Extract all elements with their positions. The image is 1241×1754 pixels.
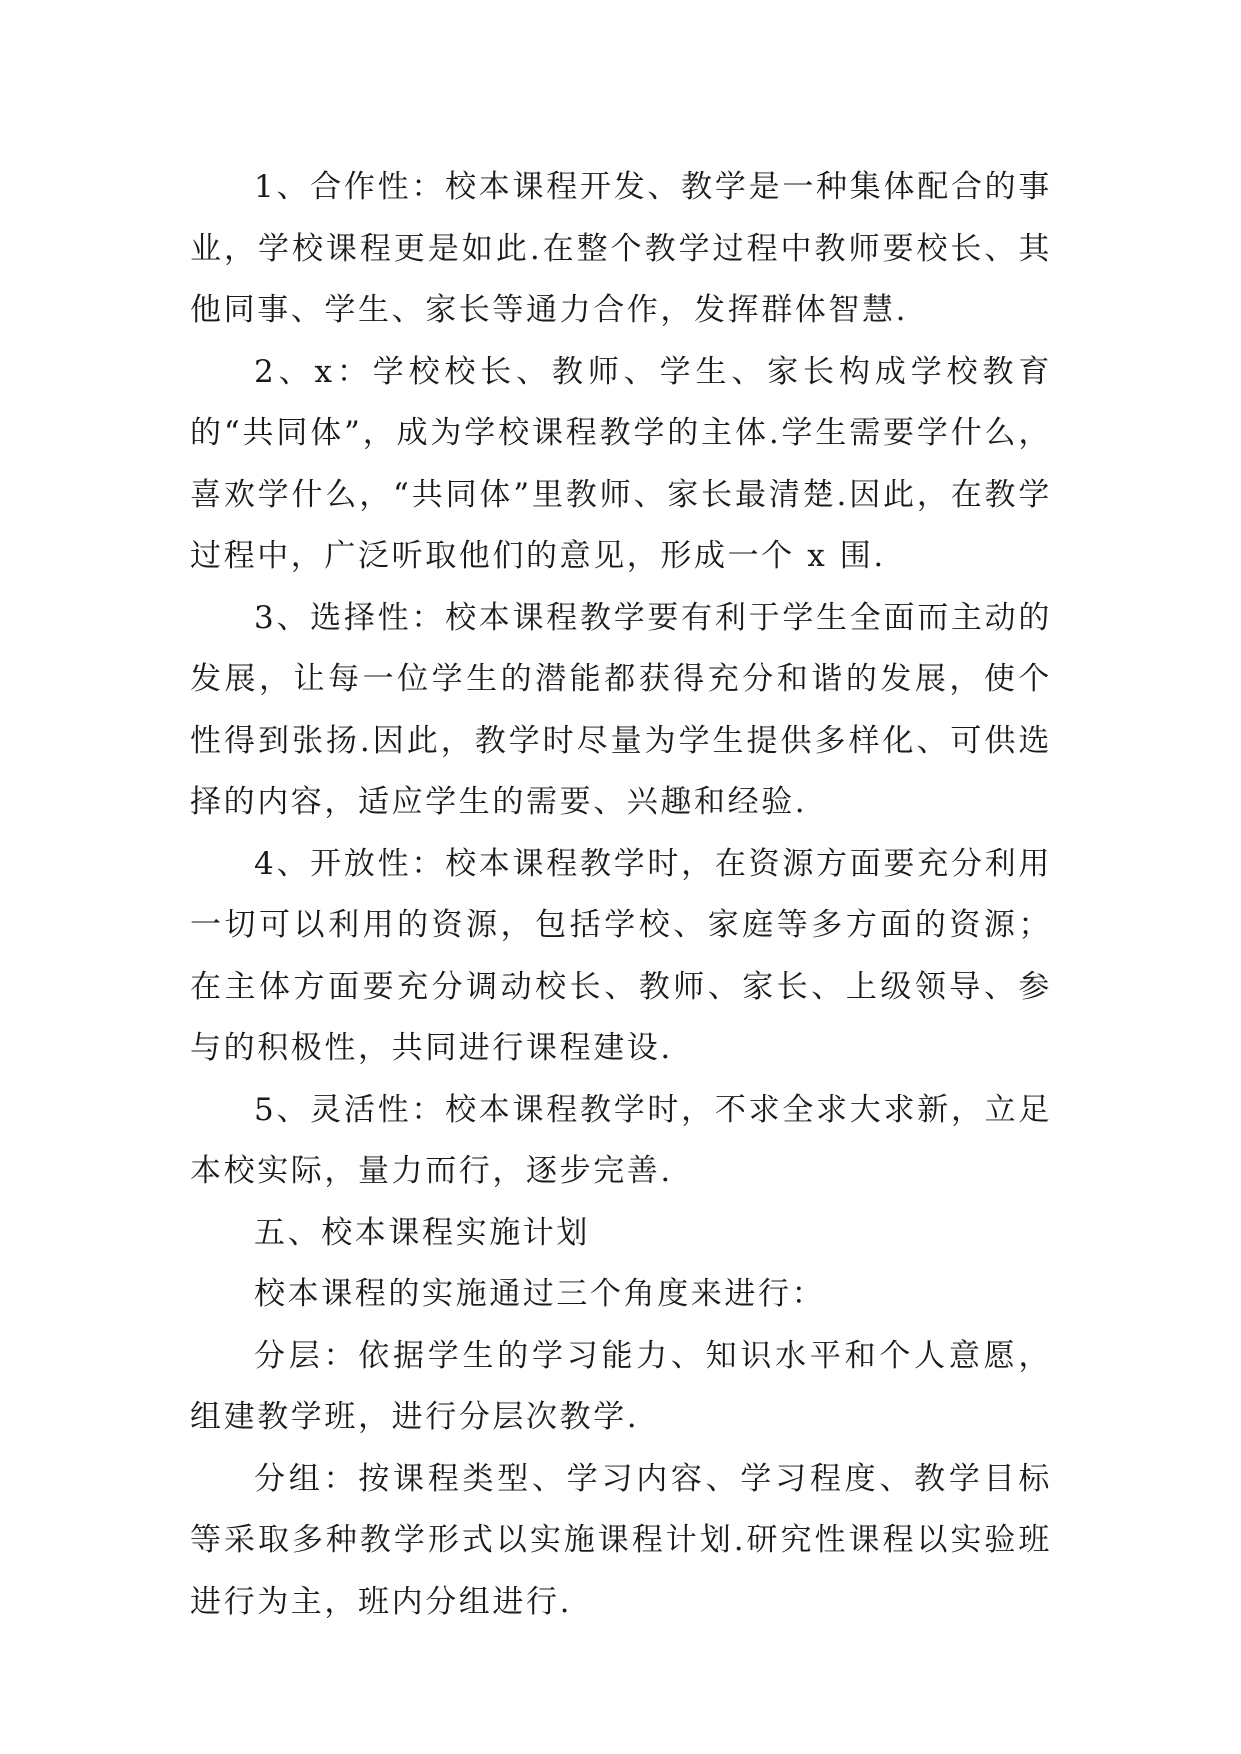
paragraph-selectivity: 3、选择性：校本课程教学要有利于学生全面而主动的发展，让每一位学生的潜能都获得充分和谐的发展，使个性得到张扬.因此，教学时尽量为学生提供多样化、可供选择的内容，适应学生的需要、兴趣和经验.: [190, 599, 1052, 820]
paragraph-openness: 4、开放性：校本课程教学时，在资源方面要充分利用一切可以利用的资源，包括学校、家庭等多方面的资源；在主体方面要充分调动校长、教师、家长、上级领导、参与的积极性，共同进行课程建设.: [190, 845, 1052, 1066]
section-heading-implementation-plan: 五、校本课程实施计划: [254, 1214, 590, 1251]
paragraph-layering: 分层：依据学生的学习能力、知识水平和个人意愿，组建教学班，进行分层次教学.: [190, 1337, 1052, 1435]
paragraph-subjectivity: 2、x：学校校长、教师、学生、家长构成学校教育的“共同体”，成为学校课程教学的主体.学生需要学什么，喜欢学什么，“共同体”里教师、家长最清楚.因此，在教学过程中，广泛听取他们的意见，形成一个 x 围.: [190, 353, 1052, 574]
document-body: [190, 157, 1052, 1633]
paragraph-cooperation: 1、合作性：校本课程开发、教学是一种集体配合的事业，学校课程更是如此.在整个教学过程中教师要校长、其他同事、学生、家长等通力合作，发挥群体智慧.: [190, 169, 1052, 328]
paragraph-flexibility: 5、灵活性：校本课程教学时，不求全求大求新，立足本校实际，量力而行，逐步完善.: [190, 1091, 1052, 1189]
paragraph-implementation-intro: 校本课程的实施通过三个角度来进行：: [254, 1276, 826, 1312]
paragraph-grouping: 分组：按课程类型、学习内容、学习程度、教学目标等采取多种教学形式以实施课程计划.研究性课程以实验班进行为主，班内分组进行.: [190, 1460, 1052, 1620]
